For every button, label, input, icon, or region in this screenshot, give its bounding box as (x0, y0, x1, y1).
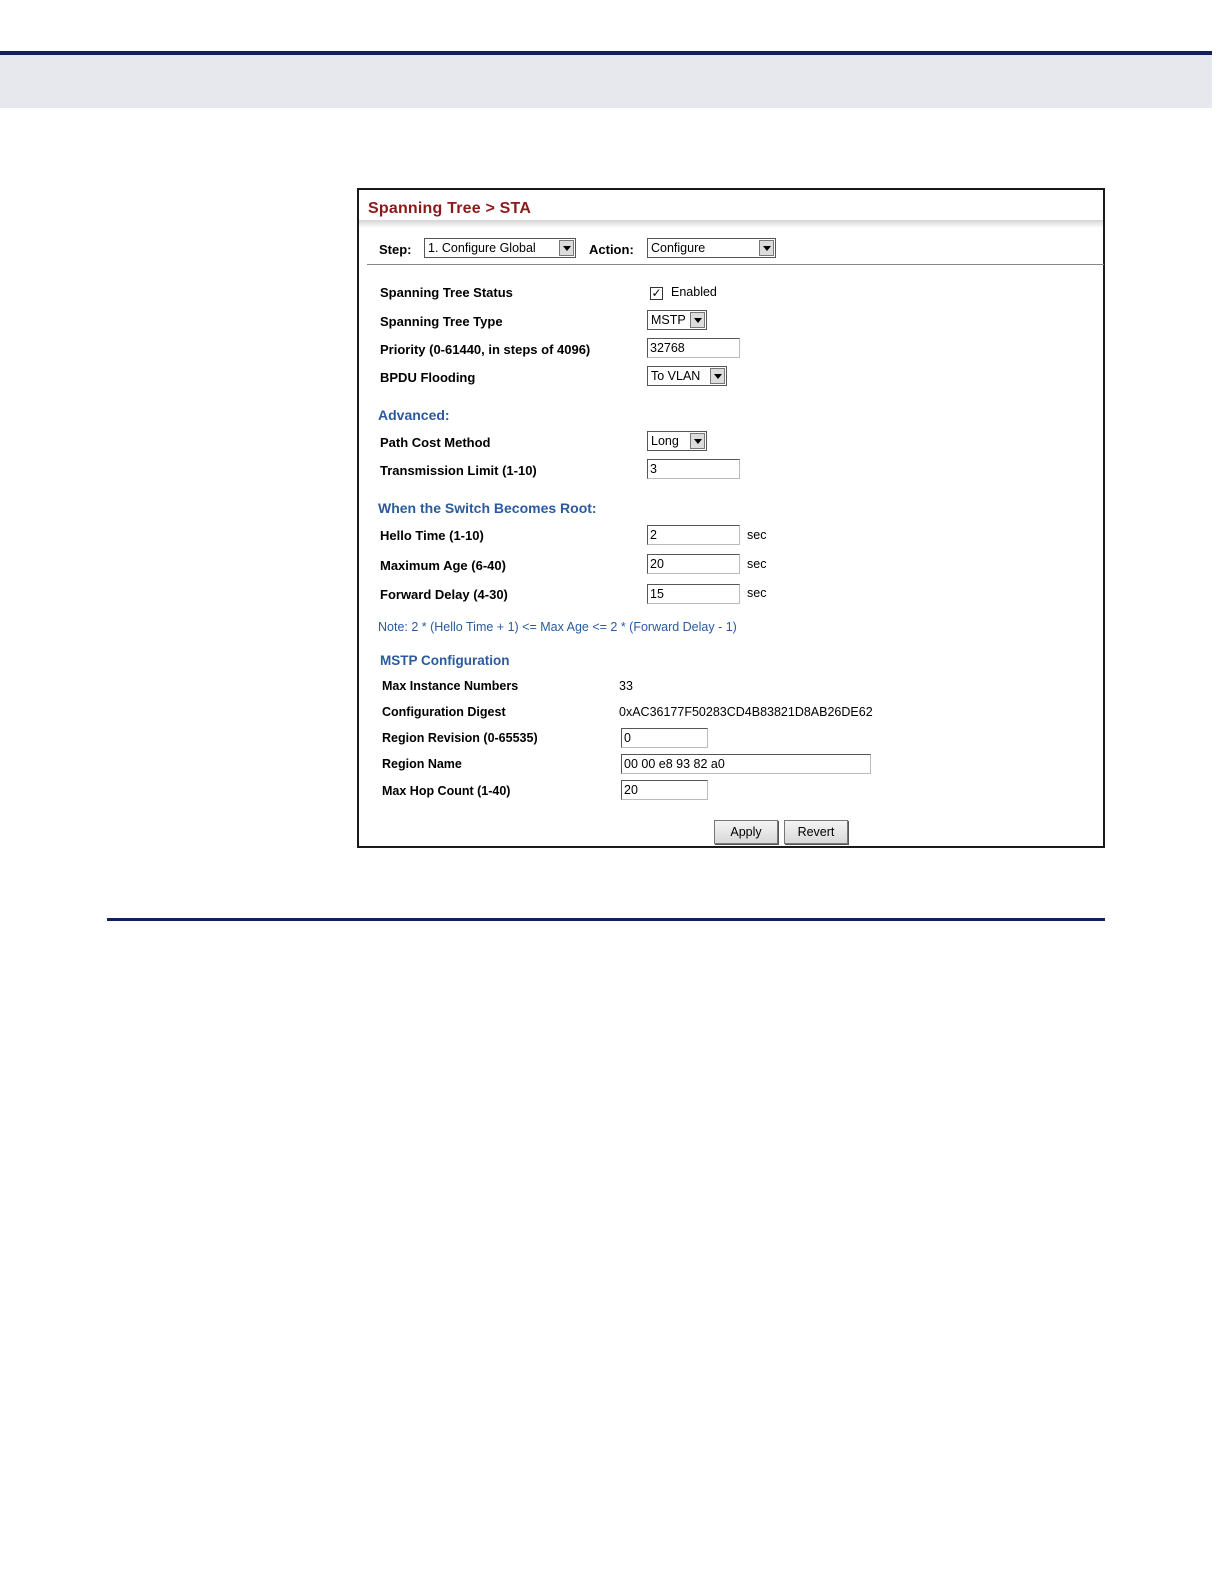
sta-config-panel (357, 188, 1105, 848)
spanning-tree-status-text: Enabled (671, 285, 717, 299)
chevron-down-icon (690, 433, 705, 449)
mstp-heading: MSTP Configuration (380, 653, 510, 668)
action-select[interactable] (647, 238, 776, 258)
hello-time-label: Hello Time (1-10) (380, 528, 484, 543)
config-digest-value: 0xAC36177F50283CD4B83821D8AB26DE62 (619, 705, 873, 719)
path-cost-method-label: Path Cost Method (380, 435, 491, 450)
chevron-down-icon (690, 312, 705, 328)
title-divider (359, 220, 1103, 228)
action-label: Action: (589, 242, 634, 257)
priority-label: Priority (0-61440, in steps of 4096) (380, 342, 591, 357)
maximum-age-unit: sec (747, 557, 767, 571)
transmission-limit-label: Transmission Limit (1-10) (380, 463, 537, 478)
forward-delay-input[interactable]: 15 (647, 584, 740, 604)
bpdu-flooding-label: BPDU Flooding (380, 370, 476, 385)
max-instance-label: Max Instance Numbers (382, 679, 519, 693)
page-bottom-rule (107, 918, 1105, 921)
spanning-tree-status-checkbox[interactable] (650, 287, 663, 300)
chevron-down-icon (559, 240, 574, 256)
forward-delay-unit: sec (747, 586, 767, 600)
priority-input[interactable]: 32768 (647, 338, 740, 358)
advanced-heading: Advanced: (378, 407, 450, 423)
region-name-label: Region Name (382, 757, 462, 771)
step-label: Step: (379, 242, 412, 257)
step-divider (367, 264, 1104, 265)
max-hop-count-input[interactable]: 20 (621, 780, 708, 800)
page-header-band (0, 55, 1212, 108)
timing-note: Note: 2 * (Hello Time + 1) <= Max Age <= 2 * (Forward Delay - 1) (378, 620, 737, 634)
hello-time-input[interactable]: 2 (647, 525, 740, 545)
spanning-tree-status-label: Spanning Tree Status (380, 285, 513, 300)
chevron-down-icon (759, 240, 774, 256)
maximum-age-input[interactable]: 20 (647, 554, 740, 574)
transmission-limit-input[interactable]: 3 (647, 459, 740, 479)
max-instance-value: 33 (619, 679, 633, 693)
region-revision-label: Region Revision (0-65535) (382, 731, 538, 745)
spanning-tree-type-value: MSTP (651, 313, 686, 327)
root-heading: When the Switch Becomes Root: (378, 500, 597, 516)
apply-button[interactable]: Apply (714, 820, 778, 844)
action-select-value: Configure (651, 241, 706, 255)
maximum-age-label: Maximum Age (6-40) (380, 558, 506, 573)
region-revision-input[interactable]: 0 (621, 728, 708, 748)
checkmark-icon: ✓ (651, 286, 662, 300)
step-select-value: 1. Configure Global (428, 241, 536, 255)
step-select[interactable] (424, 238, 576, 258)
chevron-down-icon (710, 368, 725, 384)
spanning-tree-type-select[interactable] (647, 310, 707, 330)
revert-button[interactable]: Revert (784, 820, 848, 844)
page-title: Spanning Tree > STA (368, 200, 532, 217)
path-cost-method-value: Long (651, 434, 679, 448)
config-digest-label: Configuration Digest (382, 705, 506, 719)
region-name-input[interactable]: 00 00 e8 93 82 a0 (621, 754, 871, 774)
max-hop-count-label: Max Hop Count (1-40) (382, 784, 511, 798)
path-cost-method-select[interactable] (647, 431, 707, 451)
bpdu-flooding-select[interactable] (647, 366, 727, 386)
bpdu-flooding-value: To VLAN (651, 369, 701, 383)
hello-time-unit: sec (747, 528, 767, 542)
forward-delay-label: Forward Delay (4-30) (380, 587, 508, 602)
spanning-tree-type-label: Spanning Tree Type (380, 314, 503, 329)
